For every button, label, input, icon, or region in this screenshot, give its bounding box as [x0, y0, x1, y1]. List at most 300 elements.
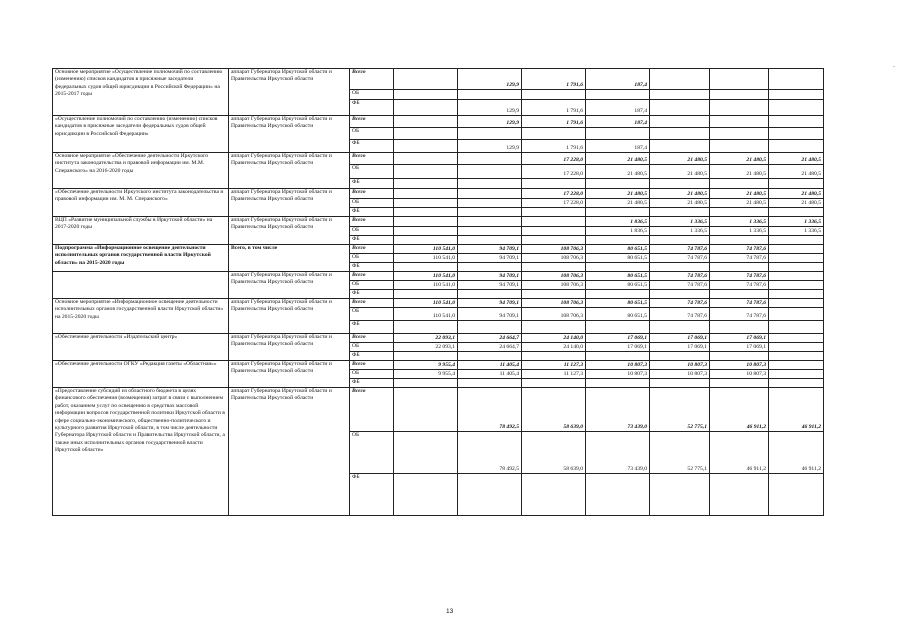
funding-source-cell: ФБ [350, 208, 394, 217]
amount-cell: 187,4 [586, 140, 650, 153]
funding-source-cell: Всего [350, 245, 394, 254]
table-row [53, 153, 824, 165]
amount-cell [522, 321, 586, 334]
amount-cell: 110 541,0 [394, 272, 458, 281]
amount-cell [769, 116, 824, 128]
funding-source-cell: Всего [350, 299, 394, 308]
amount-cell [710, 128, 769, 140]
funding-source-cell: ФБ [350, 263, 394, 272]
edge-mark: - [893, 64, 895, 70]
amount-cell [522, 208, 586, 217]
amount-cell: 129,9 [458, 69, 522, 90]
amount-cell: 94 709,1 [458, 254, 522, 263]
amount-cell: 9 955,4 [394, 370, 458, 379]
amount-cell [394, 432, 458, 474]
amount-cell [394, 321, 458, 334]
amount-cell [769, 299, 824, 308]
amount-cell [586, 352, 650, 361]
table-row [53, 116, 824, 128]
amount-cell [522, 236, 586, 245]
amount-cell [394, 208, 458, 217]
amount-cell: 110 541,0 [394, 254, 458, 263]
amount-cell [710, 236, 769, 245]
amount-cell: 21 480,5 [586, 199, 650, 208]
amount-cell [650, 379, 710, 388]
amount-cell: 58 639,0 [522, 432, 586, 474]
amount-cell: 17 069,1 [710, 343, 769, 352]
amount-cell: 17 069,1 [710, 334, 769, 343]
amount-cell: 94 709,1 [458, 308, 522, 321]
measure-name-cell: «Предоставление субсидий из областного бюджета в целях финансового обеспечения (возмещения) затрат в связи с выполнением работ, оказанием услуг по освещению в средствах массовой информации вопросов государственной политики Иркутской области в сфере социально-экономического, общественно-политического и культурного развития Иркутской области, в том числе деятельности Губернатора Иркутской области и Правительства Иркутской области, а также иных исполнительных органов государственной власти Иркутской области» [53, 388, 229, 516]
amount-cell [769, 245, 824, 254]
amount-cell: 17 069,1 [650, 343, 710, 352]
amount-cell [710, 321, 769, 334]
amount-cell [394, 165, 458, 179]
funding-source-cell: Всего [350, 69, 394, 90]
amount-cell: 46 911,2 [769, 432, 824, 474]
amount-cell [394, 100, 458, 116]
measure-name-cell: Основное мероприятие «Обеспечение деятельности Иркутского института законодательства и правовой информации им. М.М. Сперанского» на 2016-2020 годы [53, 153, 229, 189]
amount-cell: 80 651,5 [586, 308, 650, 321]
table-row [53, 217, 824, 227]
amount-cell: 187,4 [586, 69, 650, 90]
budget-table-sheet [52, 68, 824, 516]
amount-cell [522, 474, 586, 516]
page-number: 13 [446, 608, 454, 615]
amount-cell [650, 352, 710, 361]
amount-cell: 1 336,5 [650, 227, 710, 236]
amount-cell: 21 480,5 [586, 153, 650, 165]
funding-source-cell: Всего [350, 272, 394, 281]
table-row [53, 69, 824, 90]
table-row [53, 388, 824, 432]
amount-cell [769, 281, 824, 290]
amount-cell [586, 474, 650, 516]
amount-cell [650, 290, 710, 299]
amount-cell [458, 290, 522, 299]
amount-cell [522, 128, 586, 140]
amount-cell [394, 474, 458, 516]
amount-cell: 11 405,4 [458, 370, 522, 379]
amount-cell [586, 321, 650, 334]
amount-cell [650, 208, 710, 217]
funding-source-cell: ФБ [350, 140, 394, 153]
amount-cell: 80 651,5 [586, 254, 650, 263]
amount-cell [522, 290, 586, 299]
amount-cell [394, 69, 458, 90]
amount-cell [769, 308, 824, 321]
amount-cell [769, 263, 824, 272]
amount-cell: 108 706,3 [522, 245, 586, 254]
amount-cell: 74 787,6 [710, 245, 769, 254]
amount-cell: 10 807,3 [650, 370, 710, 379]
amount-cell [769, 379, 824, 388]
amount-cell: 1 336,5 [650, 217, 710, 227]
amount-cell [710, 208, 769, 217]
amount-cell: 94 709,1 [458, 281, 522, 290]
amount-cell: 21 480,5 [710, 165, 769, 179]
amount-cell: 1 791,6 [522, 100, 586, 116]
amount-cell [522, 352, 586, 361]
amount-cell: 73 439,0 [586, 388, 650, 432]
funding-source-cell: ОБ [350, 199, 394, 208]
executor-cell: аппарат Губернатора Иркутской области и Правительства Иркутской области [229, 116, 350, 153]
amount-cell [769, 254, 824, 263]
amount-cell [710, 352, 769, 361]
amount-cell: 187,4 [586, 116, 650, 128]
amount-cell: 1 791,6 [522, 69, 586, 90]
amount-cell: 17 069,1 [650, 334, 710, 343]
amount-cell [458, 379, 522, 388]
amount-cell: 11 405,4 [458, 361, 522, 370]
funding-source-cell: Всего [350, 361, 394, 370]
table-row [53, 245, 824, 254]
funding-source-cell: ОБ [350, 227, 394, 236]
amount-cell: 24 664,7 [458, 343, 522, 352]
amount-cell: 21 480,5 [650, 153, 710, 165]
amount-cell: 108 706,3 [522, 254, 586, 263]
amount-cell [710, 100, 769, 116]
amount-cell [586, 236, 650, 245]
amount-cell: 21 480,5 [586, 189, 650, 199]
amount-cell: 110 541,0 [394, 299, 458, 308]
amount-cell [710, 116, 769, 128]
amount-cell: 21 480,5 [769, 189, 824, 199]
amount-cell [650, 179, 710, 189]
amount-cell: 52 775,1 [650, 388, 710, 432]
amount-cell [650, 100, 710, 116]
amount-cell [458, 165, 522, 179]
amount-cell: 1 336,5 [769, 227, 824, 236]
amount-cell [394, 263, 458, 272]
amount-cell [522, 263, 586, 272]
amount-cell: 94 709,1 [458, 245, 522, 254]
amount-cell: 110 541,0 [394, 281, 458, 290]
amount-cell: 17 228,0 [522, 199, 586, 208]
amount-cell: 74 787,6 [650, 299, 710, 308]
amount-cell [769, 361, 824, 370]
funding-source-cell: ОБ [350, 90, 394, 100]
amount-cell: 21 480,5 [769, 153, 824, 165]
amount-cell: 11 127,3 [522, 361, 586, 370]
amount-cell [710, 379, 769, 388]
amount-cell [769, 100, 824, 116]
measure-name-cell: Основное мероприятие «Информационное освещение деятельности исполнительных органов государственной власти Иркутской области» на 2015-2020 годы [53, 299, 229, 334]
amount-cell [522, 179, 586, 189]
amount-cell [394, 128, 458, 140]
amount-cell: 1 836,5 [586, 227, 650, 236]
amount-cell: 21 480,5 [650, 165, 710, 179]
amount-cell [458, 474, 522, 516]
amount-cell [394, 217, 458, 227]
funding-source-cell: Всего [350, 388, 394, 432]
table-row [53, 299, 824, 308]
executor-cell: аппарат Губернатора Иркутской области и Правительства Иркутской области [229, 153, 350, 189]
executor-cell: аппарат Губернатора Иркутской области и Правительства Иркутской области [229, 272, 350, 299]
amount-cell [710, 140, 769, 153]
funding-source-cell: ОБ [350, 281, 394, 290]
amount-cell [710, 69, 769, 90]
amount-cell [522, 379, 586, 388]
amount-cell [458, 321, 522, 334]
amount-cell: 78 492,5 [458, 432, 522, 474]
amount-cell: 11 127,3 [522, 370, 586, 379]
amount-cell [769, 370, 824, 379]
amount-cell [586, 208, 650, 217]
amount-cell: 1 791,6 [522, 140, 586, 153]
amount-cell: 21 480,5 [769, 199, 824, 208]
amount-cell [769, 321, 824, 334]
funding-source-cell: ФБ [350, 236, 394, 245]
amount-cell: 74 787,6 [710, 272, 769, 281]
amount-cell [394, 290, 458, 299]
amount-cell: 80 651,5 [586, 281, 650, 290]
amount-cell: 73 439,0 [586, 432, 650, 474]
measure-name-cell: «Обеспечение деятельности Иркутского института законодательства и правовой информации им. М. М. Сперанского» [53, 189, 229, 217]
amount-cell [769, 474, 824, 516]
amount-cell [710, 263, 769, 272]
funding-source-cell: Всего [350, 189, 394, 199]
amount-cell [522, 217, 586, 227]
amount-cell: 74 787,6 [650, 308, 710, 321]
amount-cell: 46 911,2 [710, 432, 769, 474]
amount-cell [522, 227, 586, 236]
amount-cell [458, 128, 522, 140]
amount-cell: 21 480,5 [710, 189, 769, 199]
funding-source-cell: ОБ [350, 308, 394, 321]
measure-name-cell: «Обеспечение деятельности ОГКУ «Редакция газеты «Областная»» [53, 361, 229, 388]
executor-cell: аппарат Губернатора Иркутской области и Правительства Иркутской области [229, 217, 350, 245]
amount-cell: 129,9 [458, 116, 522, 128]
amount-cell: 24 664,7 [458, 334, 522, 343]
amount-cell: 74 787,6 [710, 281, 769, 290]
amount-cell: 10 807,3 [710, 361, 769, 370]
measure-name-cell: «Осуществление полномочий по составлению (изменению) списков кандидатов в присяжные заседатели федеральных судов общей юрисдикции в Российской Федерации» [53, 116, 229, 153]
table-row [53, 272, 824, 281]
amount-cell: 10 807,3 [586, 370, 650, 379]
amount-cell: 78 492,5 [458, 388, 522, 432]
funding-source-cell: ФБ [350, 100, 394, 116]
amount-cell: 17 069,1 [586, 343, 650, 352]
amount-cell: 58 639,0 [522, 388, 586, 432]
amount-cell [394, 116, 458, 128]
amount-cell: 1 791,6 [522, 116, 586, 128]
amount-cell: 74 787,6 [710, 254, 769, 263]
amount-cell [769, 272, 824, 281]
measure-name-cell: Основное мероприятие «Осуществление полномочий по составлению (изменению) списков кандидатов в присяжные заседатели федеральных судов общей юрисдикции в Российской Федерации» на 2015-2017 годы [53, 69, 229, 116]
amount-cell [650, 69, 710, 90]
amount-cell [586, 90, 650, 100]
amount-cell [394, 379, 458, 388]
amount-cell: 21 480,5 [586, 165, 650, 179]
amount-cell: 21 480,5 [769, 165, 824, 179]
amount-cell: 74 787,6 [710, 308, 769, 321]
amount-cell [394, 388, 458, 432]
funding-source-cell: ФБ [350, 321, 394, 334]
amount-cell [458, 227, 522, 236]
amount-cell [769, 140, 824, 153]
funding-source-cell: Всего [350, 334, 394, 343]
amount-cell: 94 709,1 [458, 299, 522, 308]
amount-cell: 110 541,0 [394, 245, 458, 254]
amount-cell: 108 706,3 [522, 281, 586, 290]
amount-cell [394, 90, 458, 100]
amount-cell [769, 179, 824, 189]
amount-cell [458, 263, 522, 272]
amount-cell: 1 836,5 [586, 217, 650, 227]
funding-source-cell: ОБ [350, 370, 394, 379]
amount-cell: 1 336,5 [769, 217, 824, 227]
funding-source-cell: ОБ [350, 165, 394, 179]
amount-cell [394, 227, 458, 236]
amount-cell: 24 140,0 [522, 334, 586, 343]
amount-cell [458, 90, 522, 100]
amount-cell [769, 343, 824, 352]
amount-cell [586, 179, 650, 189]
amount-cell: 21 480,5 [650, 189, 710, 199]
amount-cell: 187,4 [586, 100, 650, 116]
amount-cell: 108 706,3 [522, 299, 586, 308]
executor-cell: Всего, в том числе [229, 245, 350, 272]
amount-cell [586, 290, 650, 299]
funding-source-cell: ОБ [350, 254, 394, 263]
amount-cell [769, 290, 824, 299]
amount-cell [586, 379, 650, 388]
measure-name-cell [53, 272, 229, 299]
amount-cell: 110 541,0 [394, 308, 458, 321]
amount-cell: 22 093,1 [394, 343, 458, 352]
amount-cell [522, 90, 586, 100]
amount-cell [394, 140, 458, 153]
amount-cell: 74 787,6 [650, 254, 710, 263]
amount-cell [586, 263, 650, 272]
amount-cell [394, 236, 458, 245]
executor-cell: аппарат Губернатора Иркутской области и Правительства Иркутской области [229, 189, 350, 217]
funding-source-cell: Всего [350, 153, 394, 165]
amount-cell: 80 651,5 [586, 299, 650, 308]
amount-cell [458, 352, 522, 361]
measure-name-cell: «Обеспечение деятельности «Издательский центр» [53, 334, 229, 361]
amount-cell: 1 336,5 [710, 217, 769, 227]
measure-name-cell: Подпрограмма «Информационное освещение деятельности исполнительных органов государственной власти Иркутской области» на 2015-2020 годы [53, 245, 229, 272]
amount-cell [458, 217, 522, 227]
amount-cell [394, 179, 458, 189]
amount-cell [586, 128, 650, 140]
amount-cell: 21 480,5 [710, 153, 769, 165]
funding-source-cell: ФБ [350, 179, 394, 189]
amount-cell [710, 90, 769, 100]
table-row [53, 334, 824, 343]
table-row [53, 189, 824, 199]
amount-cell: 17 228,0 [522, 165, 586, 179]
amount-cell [769, 90, 824, 100]
amount-cell [650, 116, 710, 128]
amount-cell [769, 69, 824, 90]
amount-cell [394, 153, 458, 165]
amount-cell: 74 787,6 [650, 245, 710, 254]
amount-cell: 74 787,6 [650, 281, 710, 290]
amount-cell [650, 128, 710, 140]
funding-source-cell: ФБ [350, 379, 394, 388]
table-row [53, 361, 824, 370]
executor-cell: аппарат Губернатора Иркутской области и Правительства Иркутской области [229, 388, 350, 516]
amount-cell [769, 334, 824, 343]
amount-cell [769, 208, 824, 217]
amount-cell [458, 236, 522, 245]
amount-cell [710, 179, 769, 189]
amount-cell: 22 093,1 [394, 334, 458, 343]
amount-cell: 52 775,1 [650, 432, 710, 474]
amount-cell [650, 474, 710, 516]
amount-cell: 46 911,2 [710, 388, 769, 432]
amount-cell: 21 480,5 [650, 199, 710, 208]
amount-cell: 17 228,0 [522, 153, 586, 165]
funding-source-cell: ОБ [350, 128, 394, 140]
amount-cell: 1 336,5 [710, 227, 769, 236]
amount-cell [458, 199, 522, 208]
executor-cell: аппарат Губернатора Иркутской области и Правительства Иркутской области [229, 334, 350, 361]
funding-source-cell: ФБ [350, 290, 394, 299]
amount-cell [458, 208, 522, 217]
amount-cell [394, 352, 458, 361]
amount-cell: 129,9 [458, 100, 522, 116]
amount-cell [458, 179, 522, 189]
amount-cell [769, 236, 824, 245]
amount-cell: 46 911,2 [769, 388, 824, 432]
amount-cell [769, 352, 824, 361]
amount-cell [650, 90, 710, 100]
amount-cell [650, 263, 710, 272]
amount-cell [650, 321, 710, 334]
funding-source-cell: Всего [350, 116, 394, 128]
amount-cell [458, 189, 522, 199]
amount-cell: 108 706,3 [522, 272, 586, 281]
amount-cell: 10 807,3 [586, 361, 650, 370]
amount-cell [710, 290, 769, 299]
amount-cell: 17 069,1 [586, 334, 650, 343]
amount-cell: 94 709,1 [458, 272, 522, 281]
amount-cell [458, 153, 522, 165]
funding-source-cell: Всего [350, 217, 394, 227]
amount-cell [769, 128, 824, 140]
budget-table [52, 68, 824, 516]
funding-source-cell: ФБ [350, 352, 394, 361]
measure-name-cell: ВЦП «Развитие муниципальной службы в Иркутской области» на 2017-2020 годы [53, 217, 229, 245]
executor-cell: аппарат Губернатора Иркутской области и Правительства Иркутской области [229, 69, 350, 116]
amount-cell: 80 651,5 [586, 245, 650, 254]
funding-source-cell: ОБ [350, 343, 394, 352]
amount-cell: 80 651,5 [586, 272, 650, 281]
amount-cell: 129,9 [458, 140, 522, 153]
amount-cell: 24 140,0 [522, 343, 586, 352]
amount-cell: 21 480,5 [710, 199, 769, 208]
amount-cell: 17 228,0 [522, 189, 586, 199]
executor-cell: аппарат Губернатора Иркутской области и Правительства Иркутской области [229, 299, 350, 334]
amount-cell [650, 236, 710, 245]
funding-source-cell: ОБ [350, 432, 394, 474]
executor-cell: аппарат Губернатора Иркутской области и Правительства Иркутской области [229, 361, 350, 388]
funding-source-cell: ФБ [350, 474, 394, 516]
amount-cell: 9 955,4 [394, 361, 458, 370]
amount-cell: 74 787,6 [650, 272, 710, 281]
amount-cell [710, 474, 769, 516]
amount-cell: 74 787,6 [710, 299, 769, 308]
amount-cell [394, 199, 458, 208]
amount-cell: 10 807,3 [650, 361, 710, 370]
amount-cell: 108 706,3 [522, 308, 586, 321]
amount-cell [650, 140, 710, 153]
amount-cell [394, 189, 458, 199]
